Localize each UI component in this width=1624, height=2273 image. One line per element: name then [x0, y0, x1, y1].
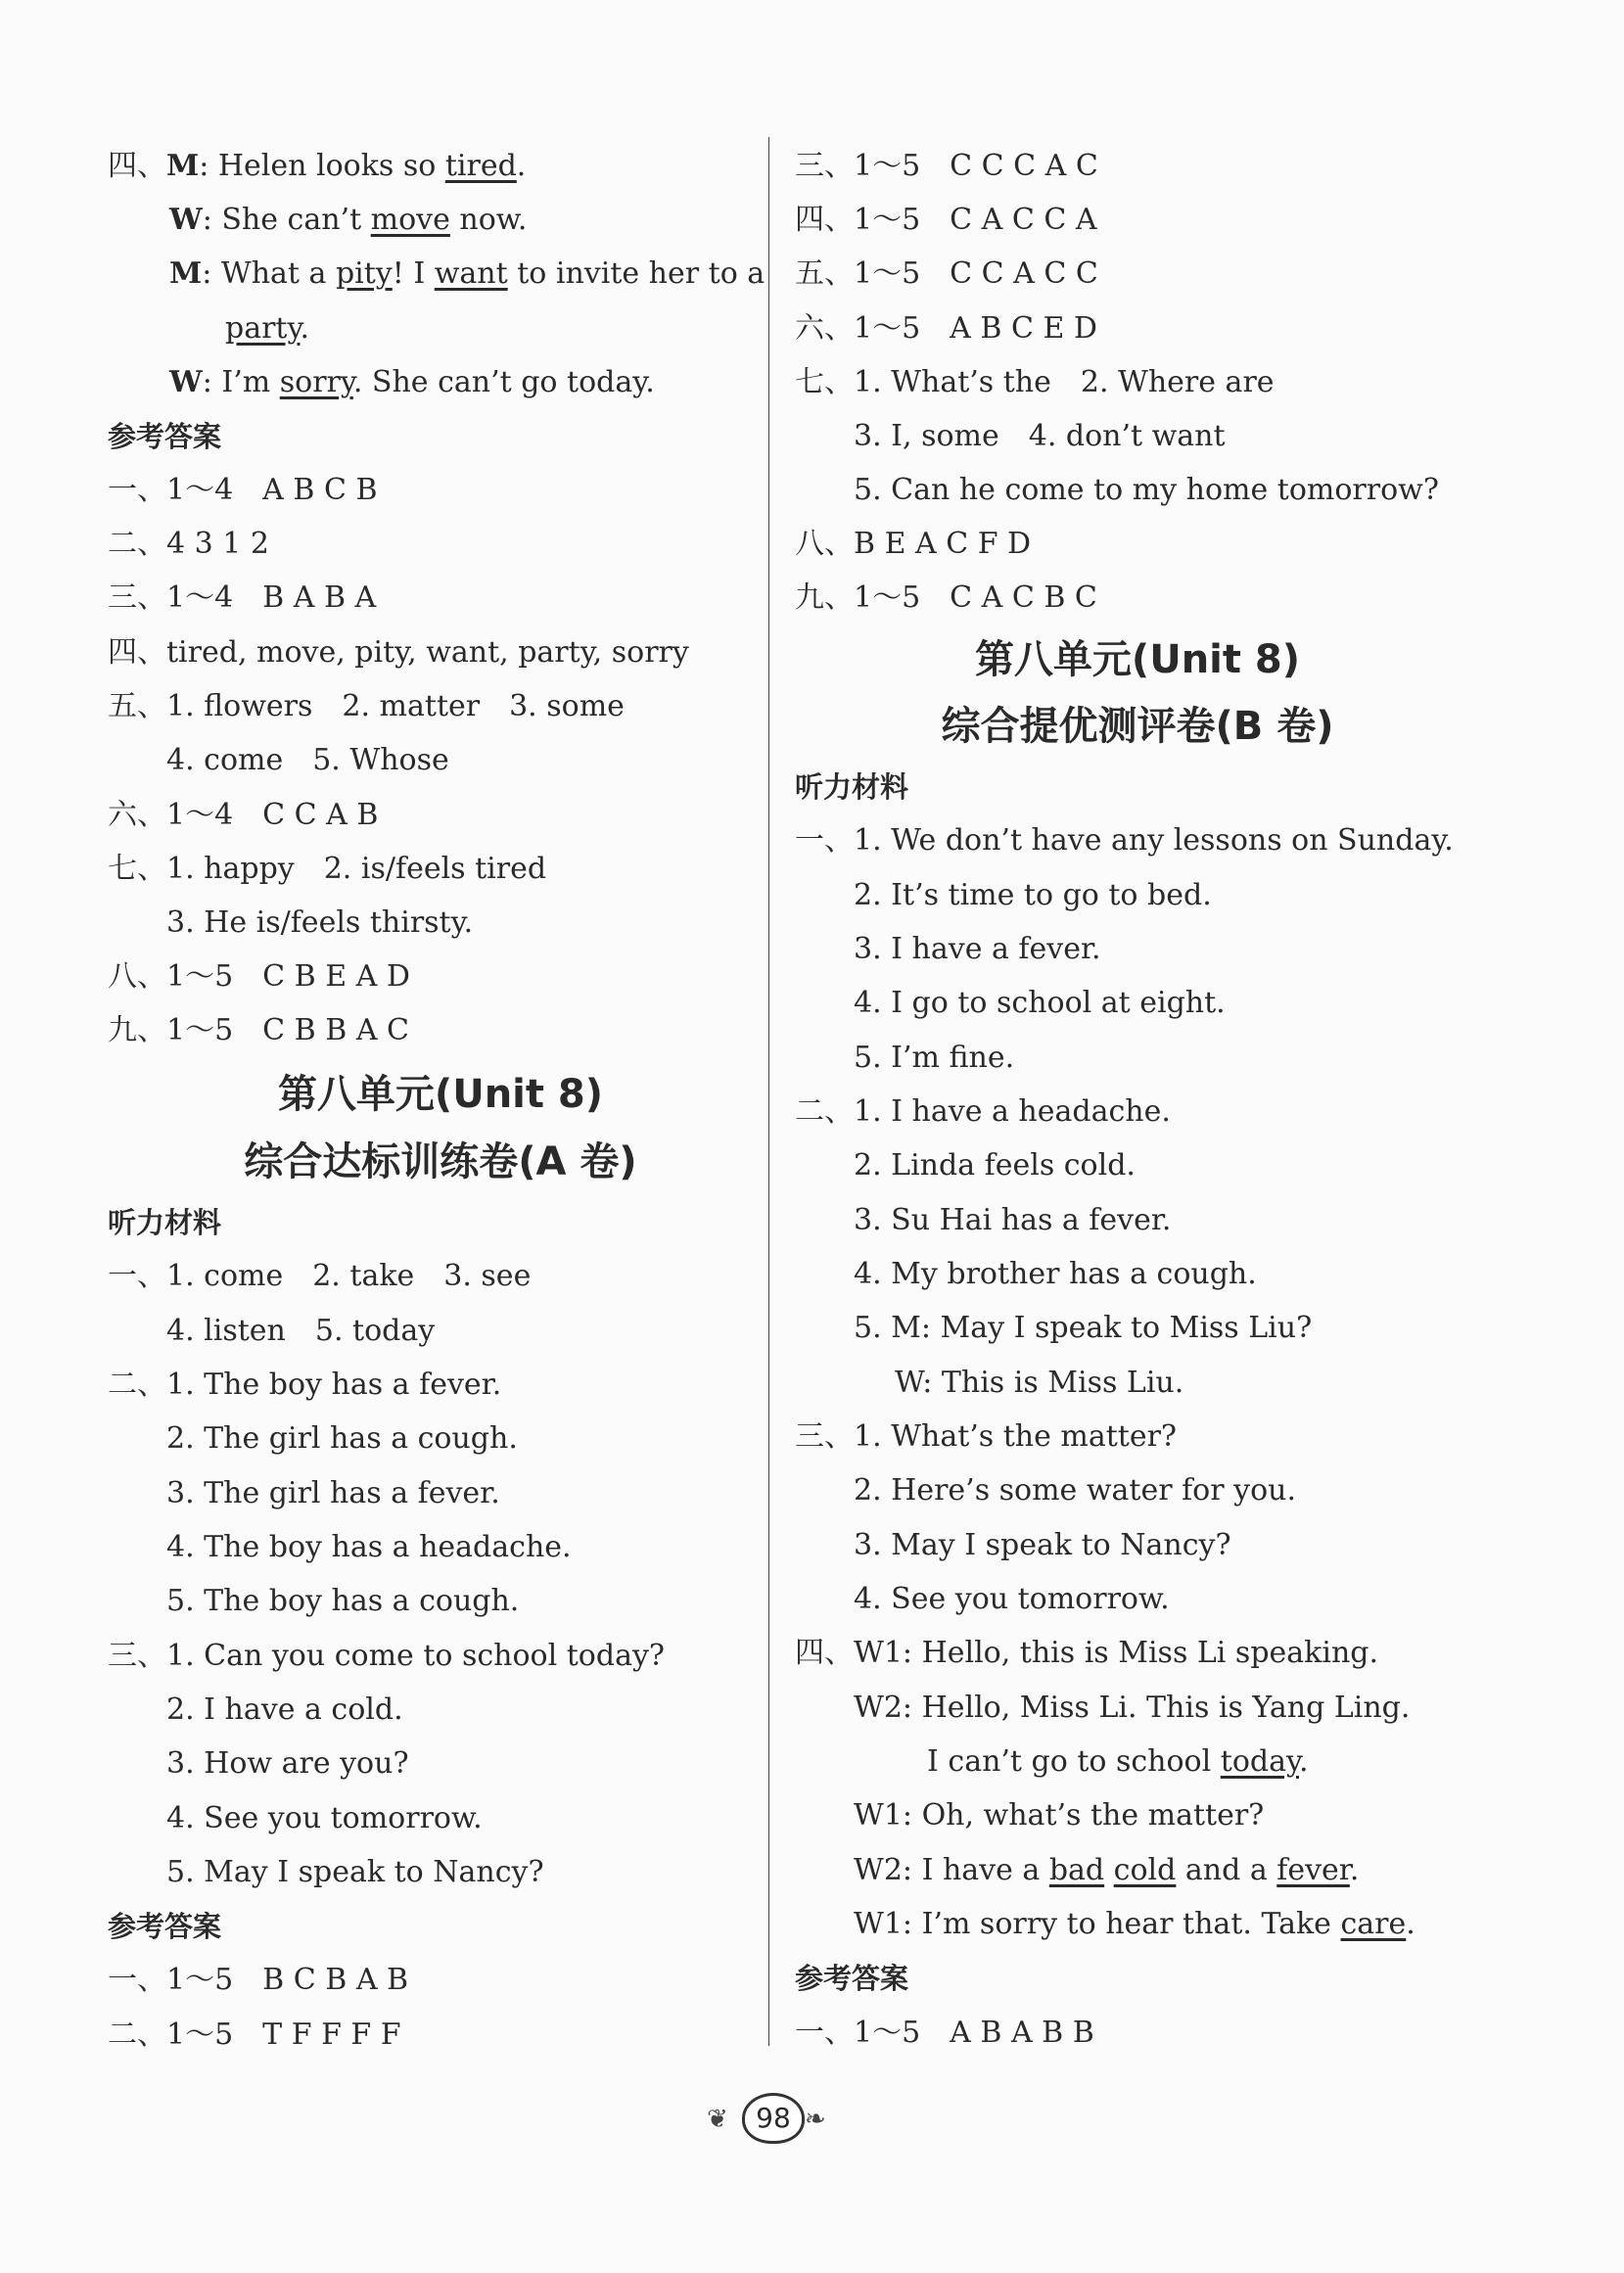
- dialog-line: 四、W1: Hello, this is Miss Li speaking.: [795, 1636, 1379, 1670]
- answer-line: 一、1～4 A B C B: [108, 473, 378, 507]
- listening-line: 三、1. Can you come to school today?: [108, 1639, 665, 1673]
- dialog-line: party.: [225, 311, 309, 346]
- dialog-line: W2: I have a bad cold and a fever.: [854, 1853, 1360, 1887]
- answer-line: 一、1～5 B C B A B: [108, 1963, 409, 1997]
- listening-line: 3. Su Hai has a fever.: [795, 1203, 1172, 1237]
- listening-line: 二、1. I have a headache.: [795, 1094, 1171, 1129]
- answer-line: 二、4 3 1 2: [108, 527, 269, 561]
- listening-line: 4. The boy has a headache.: [108, 1530, 572, 1564]
- listening-line: 二、1. The boy has a fever.: [108, 1368, 502, 1402]
- dialog-line: M: What a pity! I want to invite her to a: [169, 256, 766, 291]
- unit-subtitle: 综合达标训练卷(A 卷): [244, 1139, 637, 1184]
- answer-line: 四、1～5 C A C C A: [795, 203, 1097, 237]
- answer-line: 五、1～5 C C A C C: [795, 256, 1098, 291]
- dialog-line: 四、M: Helen looks so tired.: [108, 149, 527, 183]
- listening-line: 2. Linda feels cold.: [795, 1148, 1136, 1183]
- listening-line: 5. M: May I speak to Miss Liu?: [854, 1311, 1313, 1345]
- answer-line: 八、B E A C F D: [795, 527, 1032, 561]
- section-title: 听力材料: [108, 1206, 222, 1239]
- listening-line: 5. The boy has a cough.: [108, 1584, 520, 1618]
- listening-line: 4. listen 5. today: [108, 1314, 436, 1348]
- answer-line: 3. I, some 4. don’t want: [795, 419, 1226, 453]
- answer-line: 八、1～5 C B E A D: [108, 959, 410, 994]
- listening-line: 3. The girl has a fever.: [108, 1476, 500, 1510]
- listening-line: 三、1. What’s the matter?: [795, 1419, 1178, 1454]
- answer-line: 四、tired, move, pity, want, party, sorry: [108, 635, 689, 670]
- listening-line: 4. See you tomorrow.: [795, 1582, 1170, 1616]
- dialog-line: W: She can’t move now.: [169, 203, 528, 237]
- answer-line: 九、1～5 C A C B C: [795, 580, 1097, 615]
- answer-line: 5. Can he come to my home tomorrow?: [795, 473, 1439, 507]
- answer-line: 七、1. happy 2. is/feels tired: [108, 852, 547, 886]
- right-leaf-icon: ❧: [805, 2105, 826, 2134]
- dialog-line: I can’t go to school today.: [927, 1744, 1309, 1779]
- dialog-line: W2: Hello, Miss Li. This is Yang Ling.: [854, 1691, 1411, 1725]
- answer-line: 三、1～4 B A B A: [108, 580, 377, 615]
- answer-line: 五、1. flowers 2. matter 3. some: [108, 689, 625, 723]
- listening-line: 2. Here’s some water for you.: [795, 1473, 1296, 1508]
- listening-line: 一、1. We don’t have any lessons on Sunday.: [795, 823, 1454, 858]
- answer-line: 一、1～5 A B A B B: [795, 2016, 1094, 2050]
- listening-line: 2. I have a cold.: [108, 1693, 403, 1727]
- section-title: 参考答案: [108, 1910, 222, 1943]
- section-title: 参考答案: [108, 420, 222, 453]
- left-leaf-icon: ❦: [707, 2105, 728, 2134]
- unit-subtitle: 综合提优测评卷(B 卷): [941, 704, 1334, 749]
- listening-line: 4. I go to school at eight.: [795, 986, 1226, 1020]
- listening-line: 2. The girl has a cough.: [108, 1421, 518, 1456]
- listening-line: 5. I’m fine.: [795, 1041, 1015, 1075]
- answer-line: 二、1～5 T F F F F: [108, 2018, 401, 2052]
- section-title: 参考答案: [795, 1962, 909, 1995]
- dialog-line: W: I’m sorry. She can’t go today.: [169, 365, 655, 399]
- page-number: 98: [742, 2093, 805, 2144]
- answer-line: 七、1. What’s the 2. Where are: [795, 365, 1275, 399]
- unit-title: 第八单元(Unit 8): [277, 1072, 604, 1117]
- listening-line: W: This is Miss Liu.: [895, 1366, 1184, 1400]
- unit-title: 第八单元(Unit 8): [974, 637, 1301, 682]
- listening-line: 4. My brother has a cough.: [795, 1257, 1257, 1291]
- listening-line: 4. See you tomorrow.: [108, 1801, 483, 1835]
- dialog-line: W1: Oh, what’s the matter?: [854, 1798, 1265, 1832]
- answer-line: 九、1～5 C B B A C: [108, 1013, 409, 1047]
- listening-line: 3. I have a fever.: [795, 932, 1101, 966]
- answer-line: 六、1～4 C C A B: [108, 798, 379, 832]
- section-title: 听力材料: [795, 770, 909, 804]
- answer-line: 3. He is/feels thirsty.: [108, 905, 474, 940]
- listening-line: 3. May I speak to Nancy?: [795, 1528, 1231, 1562]
- dialog-line: W1: I’m sorry to hear that. Take care.: [854, 1907, 1415, 1941]
- answer-line: 4. come 5. Whose: [108, 743, 449, 777]
- listening-line: 2. It’s time to go to bed.: [795, 878, 1212, 912]
- listening-line: 一、1. come 2. take 3. see: [108, 1259, 532, 1293]
- listening-line: 3. How are you?: [108, 1746, 409, 1781]
- listening-line: 5. May I speak to Nancy?: [108, 1855, 544, 1889]
- answer-line: 六、1～5 A B C E D: [795, 311, 1097, 346]
- answer-line: 三、1～5 C C C A C: [795, 149, 1098, 183]
